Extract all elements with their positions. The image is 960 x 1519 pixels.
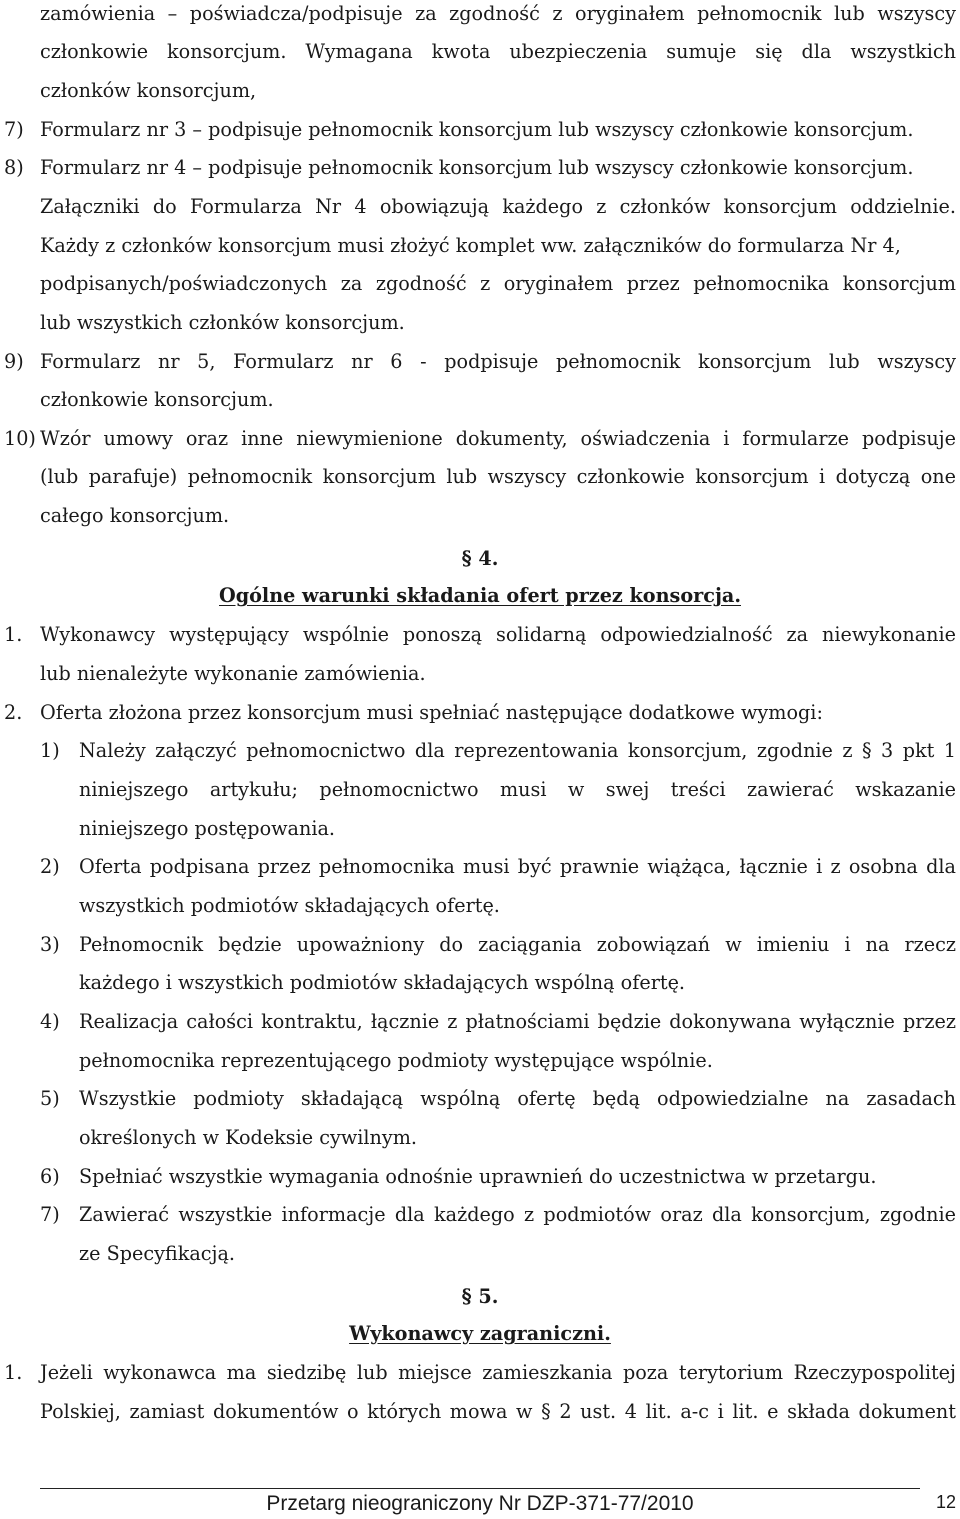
text-line: członkowie konsorcjum. (40, 388, 274, 411)
text-line: określonych w Kodeksie cywilnym. (79, 1126, 418, 1149)
item-text: Należy załączyć pełnomocnictwo dla reprezentowania konsorcjum, zgodnie z § 3 pkt 1 (79, 739, 956, 762)
footer-title: Przetarg nieograniczony Nr DZP-371-77/2010 (266, 1492, 694, 1515)
item-number: 5) (40, 1087, 60, 1110)
item-text: Wszystkie podmioty składającą wspólną ofertę będą odpowiedzialne na zasadach (79, 1087, 956, 1110)
item-number: 1. (4, 623, 23, 646)
item-number: 6) (40, 1165, 60, 1188)
page-number: 12 (935, 1492, 956, 1512)
item-number: 2) (40, 855, 60, 878)
item-text: Pełnomocnik będzie upoważniony do zaciągania zobowiązań w imieniu i na rzecz (79, 933, 956, 956)
list-item (0, 699, 960, 739)
text-line: niniejszego artykułu; pełnomocnictwo musi w swej treści zawierać wskazanie (79, 778, 956, 801)
item-text: Realizacja całości kontraktu, łącznie z płatnościami będzie dokonywana wyłącznie przez (79, 1010, 956, 1033)
item-number: 7) (4, 118, 24, 141)
item-text: Jeżeli wykonawca ma siedzibę lub miejsce zamieszkania poza terytorium Rzeczypospolitej (40, 1361, 956, 1384)
item-text: Formularz nr 5, Formularz nr 6 - podpisuje pełnomocnik konsorcjum lub wszyscy (40, 350, 956, 373)
section-number: § 4. (461, 547, 499, 570)
item-text: Spełniać wszystkie wymagania odnośnie uprawnień do uczestnictwa w przetargu. (79, 1165, 877, 1188)
text-line: Polskiej, zamiast dokumentów o których mowa w § 2 ust. 4 lit. a-c i lit. e składa dokument (40, 1400, 956, 1423)
item-number: 3) (40, 933, 60, 956)
item-number: 8) (4, 156, 24, 179)
item-text: Oferta złożona przez konsorcjum musi spełniać następujące dodatkowe wymogi: (40, 701, 823, 724)
section-title: Wykonawcy zagraniczni. (349, 1322, 611, 1345)
text-line: całego konsorcjum. (40, 504, 230, 527)
text-line: pełnomocnika reprezentującego podmioty występujące wspólnie. (79, 1049, 713, 1072)
sub-item (0, 1163, 960, 1203)
text-line: Załączniki do Formularza Nr 4 obowiązują każdego z członków konsorcjum oddzielnie. (40, 195, 956, 218)
item-number: 9) (4, 350, 24, 373)
text-line: członkowie konsorcjum. Wymagana kwota ubezpieczenia sumuje się dla wszystkich (40, 40, 956, 63)
text-line: niniejszego postępowania. (79, 817, 336, 840)
item-text: Oferta podpisana przez pełnomocnika musi być prawnie wiążąca, łącznie i z osobna dla (79, 855, 956, 878)
item-number: 4) (40, 1010, 60, 1033)
text-line: każdego i wszystkich podmiotów składających wspólną ofertę. (79, 971, 686, 994)
item-text: Formularz nr 3 – podpisuje pełnomocnik konsorcjum lub wszyscy członkowie konsorcjum. (40, 118, 914, 141)
text-line: członków konsorcjum, (40, 79, 257, 102)
text-line: Każdy z członków konsorcjum musi złożyć komplet ww. załączników do formularza Nr 4, (40, 234, 901, 257)
item-number: 2. (4, 701, 23, 724)
text-line: ze Specyfikacją. (79, 1242, 236, 1265)
list-item (0, 116, 960, 156)
text-line: zamówienia – poświadcza/podpisuje za zgodność z oryginałem pełnomocnik lub wszyscy (40, 2, 956, 25)
item-number: 1) (40, 739, 60, 762)
item-number: 7) (40, 1203, 60, 1226)
text-line: lub wszystkich członków konsorcjum. (40, 311, 405, 334)
list-item (0, 154, 960, 194)
text-line: (lub parafuje) pełnomocnik konsorcjum lub wszyscy członkowie konsorcjum i dotyczą one (40, 465, 956, 488)
text-line: lub nienależyte wykonanie zamówienia. (40, 662, 426, 685)
item-number: 10) (4, 427, 36, 450)
item-number: 1. (4, 1361, 23, 1384)
item-text: Zawierać wszystkie informacje dla każdego z podmiotów oraz dla konsorcjum, zgodnie (79, 1203, 956, 1226)
item-text: Wykonawcy występujący wspólnie ponoszą solidarną odpowiedzialność za niewykonanie (40, 623, 956, 646)
text-line: podpisanych/poświadczonych za zgodność z oryginałem przez pełnomocnika konsorcjum (40, 272, 956, 295)
section-number: § 5. (461, 1285, 499, 1308)
item-text: Wzór umowy oraz inne niewymienione dokumenty, oświadczenia i formularze podpisuje (40, 427, 956, 450)
text-line: wszystkich podmiotów składających ofertę. (79, 894, 500, 917)
section-title: Ogólne warunki składania ofert przez konsorcja. (219, 584, 741, 607)
item-text: Formularz nr 4 – podpisuje pełnomocnik konsorcjum lub wszyscy członkowie konsorcjum. (40, 156, 914, 179)
